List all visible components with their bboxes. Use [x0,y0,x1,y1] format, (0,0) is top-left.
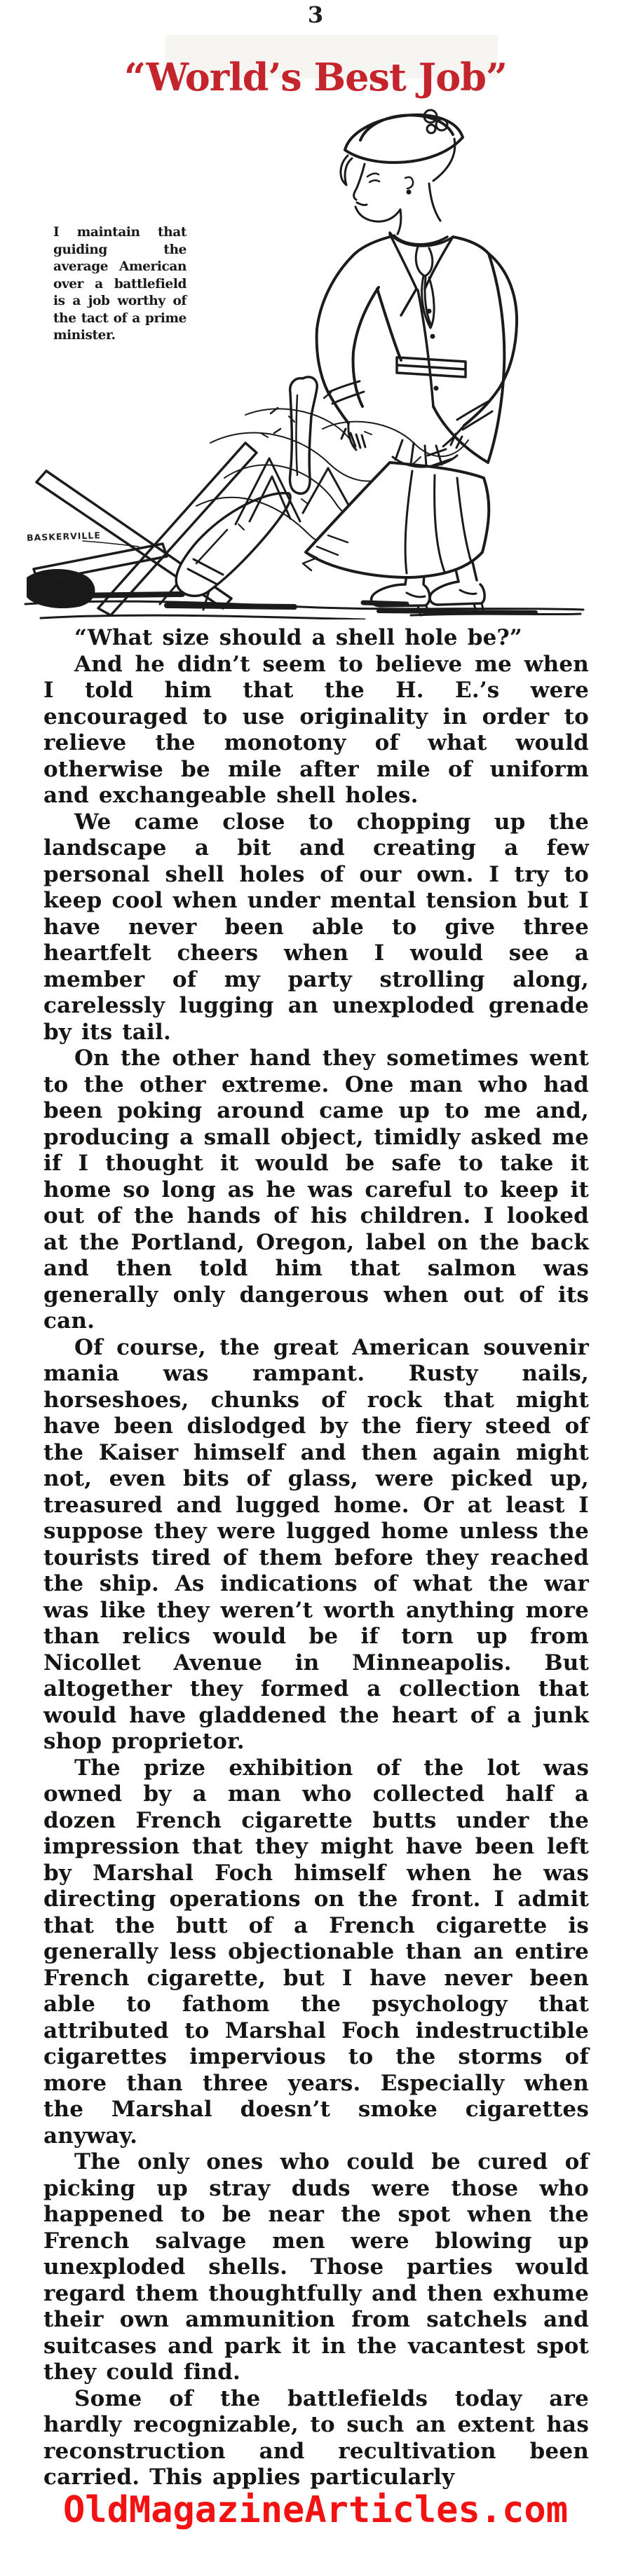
article-paragraph: And he didn’t seem to believe me when I told him that the H. E.’s were encouraged to use originality in order to relieve the monotony of what would otherwise be mile after mile of uniform and exchangeable shell holes. [43,651,589,808]
page-number: 3 [307,1,324,28]
broken-post [271,377,331,493]
article-paragraph: Some of the battlefields today are hardly recognizable, to such an extent has reconstruction and recultivation been carried. This applies particularly [43,2385,589,2490]
signature-pointer-line [83,541,139,547]
article-body [43,625,589,2491]
artist-signature: BASKERVILLE [26,530,102,543]
woman-figure [303,110,517,615]
wreckage-ground [25,569,583,619]
article-paragraph: The prize exhibition of the lot was owned by a man who collected half a dozen French cigarette butts under the impression that they might have been left by Marshal Foch himself when he was directing operations on the front. I admit that the butt of a French cigarette is generally less objectionable than an entire French cigarette, but I have never been able to fathom the psychology that attributed to Marshal Foch indestructible cigarettes impervious to the storms of more than three years. Especially when the Marshal doesn’t smoke cigarettes anyway. [43,1755,589,2149]
battlefield-illustration [0,78,631,619]
illustration-caption: I maintain that guiding the average American over a battlefield is a job worthy of the tact of a prime minister. [53,225,186,343]
site-logo: OldMagazineArticles.com [62,2489,569,2531]
article-paragraph: We came close to chopping up the landscape a bit and creating a few personal shell holes of our own. I try to keep cool when under mental tension but I have never been able to give three heartfelt cheers when I would see a member of my party strolling along, carelessly lugging an unexploded grenade by its tail. [43,809,589,1045]
article-paragraph: The only ones who could be cured of picking up stray duds were those who happened to be near the spot when the French salvage men were blowing up unexploded shells. Those parties would regard them thoughtfully and then exhume their own ammunition from satchels and suitcases and park it in the vacantest spot they could find. [43,2149,589,2385]
article-paragraph: On the other hand they sometimes went to the other extreme. One man who had been poking around came up to me and, producing a small object, timidly asked me if I thought it would be safe to take it home so long as he was careful to keep it out of the hands of his children. I looked at the Portland, Oregon, label on the back and then told him that salmon was generally only dangerous when out of its can. [43,1046,589,1334]
article-paragraph: “What size should a shell hole be?” [74,625,522,650]
article-paragraph: Of course, the great American souvenir mania was rampant. Rusty nails, horseshoes, chunks of rock that might have been dislodged by the fiery steed of the Kaiser himself and then again might not, even bits of glass, were picked up, treasured and lugged home. Or at least I suppose they were lugged home unless the tourists tired of them before they reached the ship. As indications of what the war was like they weren’t worth anything more than relics would be if torn up from Nicollet Avenue in Minneapolis. But altogether they formed a collection that would have gladdened the heart of a junk shop proprietor. [43,1334,589,1754]
article-title: “World’s Best Job” [123,55,508,100]
